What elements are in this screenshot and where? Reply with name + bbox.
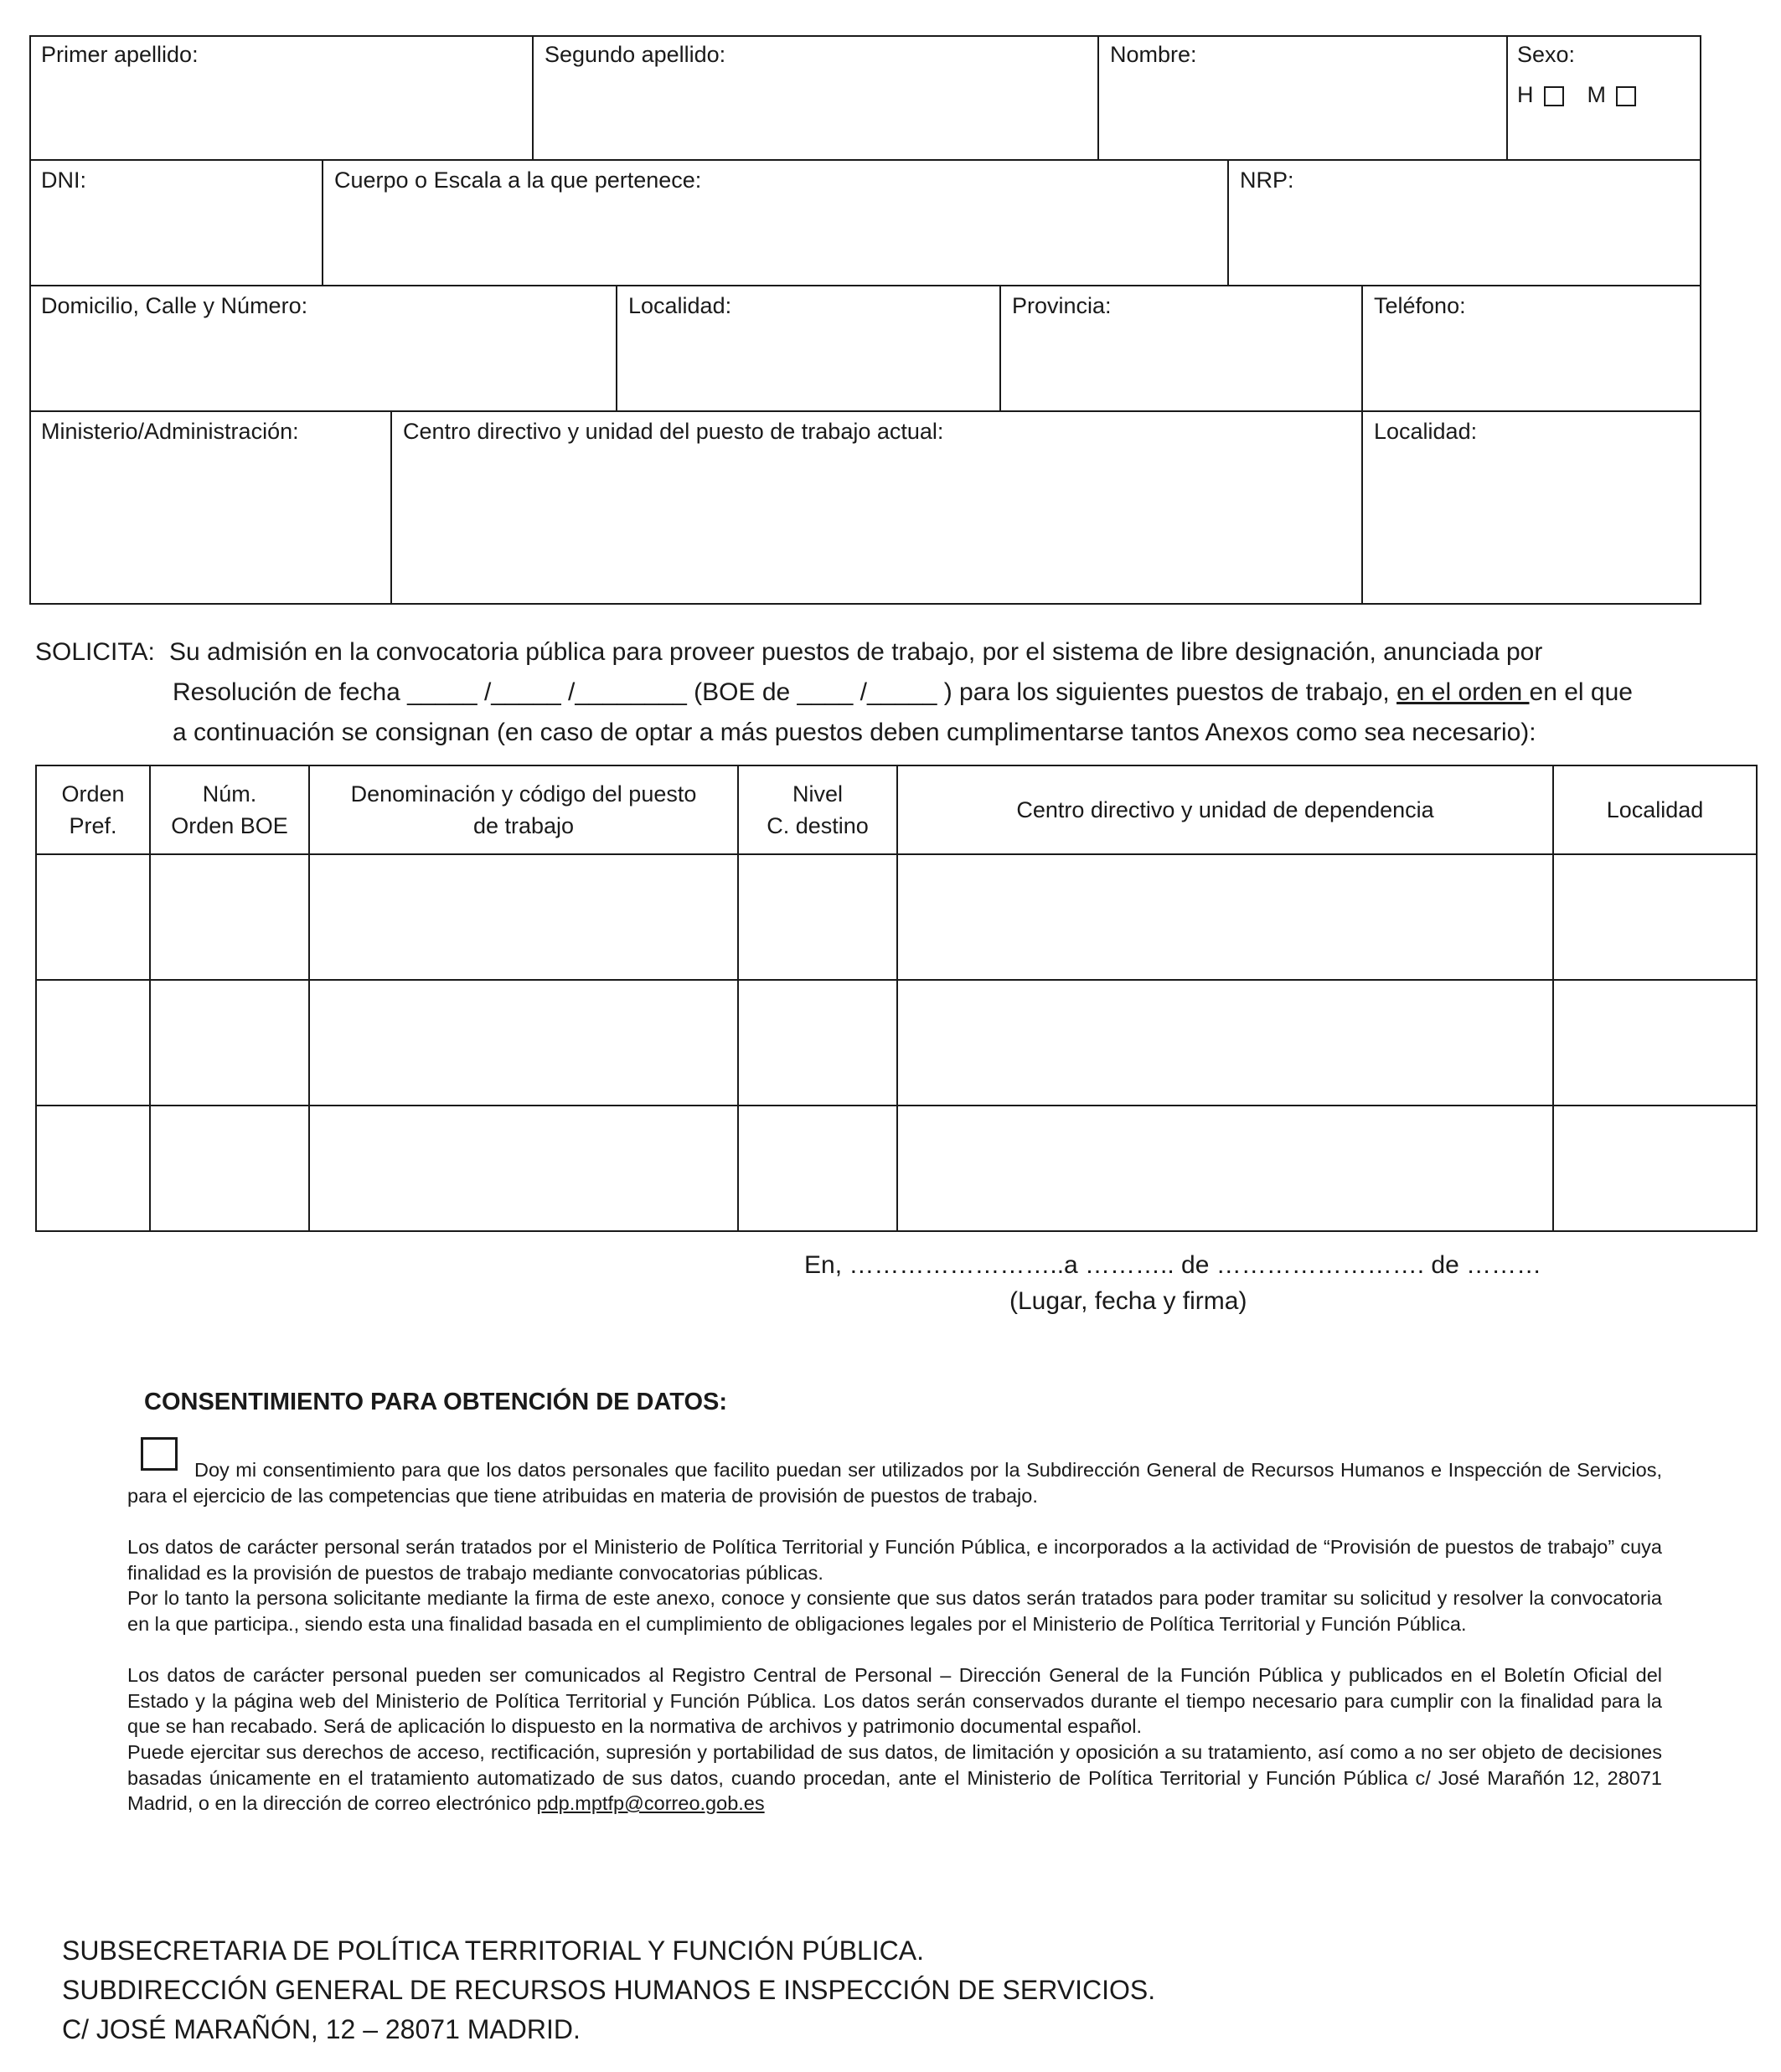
header-centro-directivo bbox=[897, 765, 1553, 854]
header-nivel-text: Nivel C. destino bbox=[767, 781, 869, 838]
legal-paragraph-1: Los datos de carácter personal serán tratados por el Ministerio de Política Territorial y Función Pública, e incorporados a la actividad de “Provisión de puestos de trabajo” cuya finalidad es la provisión de puestos de trabajo mediante convocatorias públicas. bbox=[127, 1536, 1662, 1584]
sexo-h-checkbox[interactable] bbox=[1544, 86, 1564, 106]
table-cell[interactable] bbox=[150, 980, 309, 1106]
label-localidad: Localidad: bbox=[628, 293, 732, 318]
sexo-options bbox=[1517, 82, 1636, 108]
table-cell[interactable] bbox=[1553, 1106, 1757, 1231]
solicita-line-2-underlined: en el orden bbox=[1396, 678, 1530, 706]
table-cell[interactable] bbox=[150, 854, 309, 980]
table-cell[interactable] bbox=[738, 980, 897, 1106]
label-provincia: Provincia: bbox=[1012, 293, 1112, 318]
table-cell[interactable] bbox=[36, 1106, 150, 1231]
sexo-h-label: H bbox=[1517, 82, 1534, 107]
positions-header-row bbox=[36, 765, 1757, 854]
label-primer-apellido: Primer apellido: bbox=[41, 42, 199, 67]
consent-title: CONSENTIMIENTO PARA OBTENCIÓN DE DATOS: bbox=[144, 1389, 728, 1415]
table-cell[interactable] bbox=[897, 1106, 1553, 1231]
header-denominacion bbox=[309, 765, 738, 854]
header-num-orden-boe bbox=[150, 765, 309, 854]
consent-checkbox-text: Doy mi consentimiento para que los datos personales que facilito puedan ser utilizados por la Subdirección General de Recursos Humanos e Inspección de Servicios, para el ejercicio de las competencias que tiene atribuidas en materia de provisión de puestos de trabajo. bbox=[127, 1459, 1662, 1507]
footer-line-2: SUBDIRECCIÓN GENERAL DE RECURSOS HUMANOS E INSPECCIÓN DE SERVICIOS. bbox=[62, 1975, 1156, 2005]
header-centro-directivo-text: Centro directivo y unidad de dependencia bbox=[1016, 797, 1434, 822]
legal-paragraph-3: Los datos de carácter personal pueden ser comunicados al Registro Central de Personal – Dirección General de la Función Pública y publicados en el Boletín Oficial del Estado y la página web del Ministerio de Política Territorial y Función Pública. Los datos serán conservados durante el tiempo necesario para cumplir con la finalidad para la que se han recabado. Será de aplicación lo dispuesto en la normativa de archivos y patrimonio documental español. bbox=[127, 1664, 1662, 1737]
table-cell[interactable] bbox=[897, 980, 1553, 1106]
signature-line: En, ……………………..a ……….. de ……………………. de ……… bbox=[804, 1251, 1542, 1279]
table-cell[interactable] bbox=[1553, 980, 1757, 1106]
signature-caption: (Lugar, fecha y firma) bbox=[1009, 1287, 1247, 1315]
footer-address bbox=[62, 1931, 1155, 2049]
table-cell[interactable] bbox=[309, 980, 738, 1106]
sexo-m-label: M bbox=[1587, 82, 1606, 107]
table-cell[interactable] bbox=[309, 1106, 738, 1231]
label-ministerio: Ministerio/Administración: bbox=[41, 419, 299, 444]
table-row bbox=[36, 980, 1757, 1106]
solicita-line-1: Su admisión en la convocatoria pública para proveer puestos de trabajo, por el sistema de libre designación, anunciada por bbox=[169, 638, 1543, 666]
table-cell[interactable] bbox=[1553, 854, 1757, 980]
solicita-label: SOLICITA: bbox=[35, 638, 155, 666]
positions-table bbox=[35, 765, 1758, 1232]
label-centro-directivo: Centro directivo y unidad del puesto de trabajo actual: bbox=[403, 419, 944, 444]
header-nivel bbox=[738, 765, 897, 854]
label-localidad-actual: Localidad: bbox=[1374, 419, 1478, 444]
label-telefono: Teléfono: bbox=[1374, 293, 1466, 318]
label-segundo-apellido: Segundo apellido: bbox=[545, 42, 726, 67]
contact-email-link[interactable]: pdp.mptfp@correo.gob.es bbox=[536, 1792, 765, 1814]
table-cell[interactable] bbox=[897, 854, 1553, 980]
table-row bbox=[36, 854, 1757, 980]
legal-paragraph-4 bbox=[127, 1740, 1662, 1817]
header-num-orden-boe-text: Núm. Orden BOE bbox=[171, 781, 288, 838]
solicita-line-2 bbox=[173, 673, 1633, 713]
header-orden-pref bbox=[36, 765, 150, 854]
solicita-line-3: a continuación se consignan (en caso de optar a más puestos deben cumplimentarse tantos Anexos como sea necesario): bbox=[173, 719, 1536, 746]
legal-paragraph-4-text: Puede ejercitar sus derechos de acceso, rectificación, supresión y portabilidad de sus datos, de limitación y oposición a su tratamiento, así como a no ser objeto de decisiones basadas únicamente en el tratamiento automatizado de sus datos, cuando procedan, ante el Ministerio de Política Territorial y Función Pública c/ José Marañón 12, 28071 Madrid, o en la dirección de correo electrónico bbox=[127, 1741, 1662, 1814]
table-row bbox=[36, 1106, 1757, 1231]
legal-paragraph-2: Por lo tanto la persona solicitante mediante la firma de este anexo, conoce y consiente que sus datos serán tratados para poder tramitar su solicitud y resolver la convocatoria en la que participa., siendo esta una finalidad basada en el cumplimiento de obligaciones legales por el Ministerio de Política Territorial y Función Pública. bbox=[127, 1587, 1662, 1635]
table-cell[interactable] bbox=[738, 854, 897, 980]
label-domicilio: Domicilio, Calle y Número: bbox=[41, 293, 308, 318]
header-localidad-text: Localidad bbox=[1606, 797, 1704, 822]
label-cuerpo: Cuerpo o Escala a la que pertenece: bbox=[334, 168, 702, 193]
table-cell[interactable] bbox=[738, 1106, 897, 1231]
label-nombre: Nombre: bbox=[1110, 42, 1197, 67]
label-sexo: Sexo: bbox=[1517, 42, 1576, 67]
label-nrp: NRP: bbox=[1240, 168, 1294, 193]
solicita-line-2-end: en el que bbox=[1529, 678, 1633, 706]
table-cell[interactable] bbox=[36, 854, 150, 980]
sexo-m-checkbox[interactable] bbox=[1616, 86, 1636, 106]
solicita-line-2-text: Resolución de fecha _____ /_____ /________ (BOE de ____ /_____ ) para los siguientes puestos de trabajo, bbox=[173, 678, 1397, 706]
label-dni: DNI: bbox=[41, 168, 86, 193]
header-localidad bbox=[1553, 765, 1757, 854]
table-cell[interactable] bbox=[150, 1106, 309, 1231]
footer-line-1: SUBSECRETARIA DE POLÍTICA TERRITORIAL Y FUNCIÓN PÚBLICA. bbox=[62, 1935, 924, 1966]
footer-line-3: C/ JOSÉ MARAÑÓN, 12 – 28071 MADRID. bbox=[62, 2014, 581, 2044]
table-cell[interactable] bbox=[309, 854, 738, 980]
header-denominacion-text: Denominación y código del puesto de trabajo bbox=[350, 781, 697, 838]
table-cell[interactable] bbox=[36, 980, 150, 1106]
personal-data-form bbox=[29, 35, 1701, 605]
header-orden-pref-text: Orden Pref. bbox=[61, 781, 125, 838]
